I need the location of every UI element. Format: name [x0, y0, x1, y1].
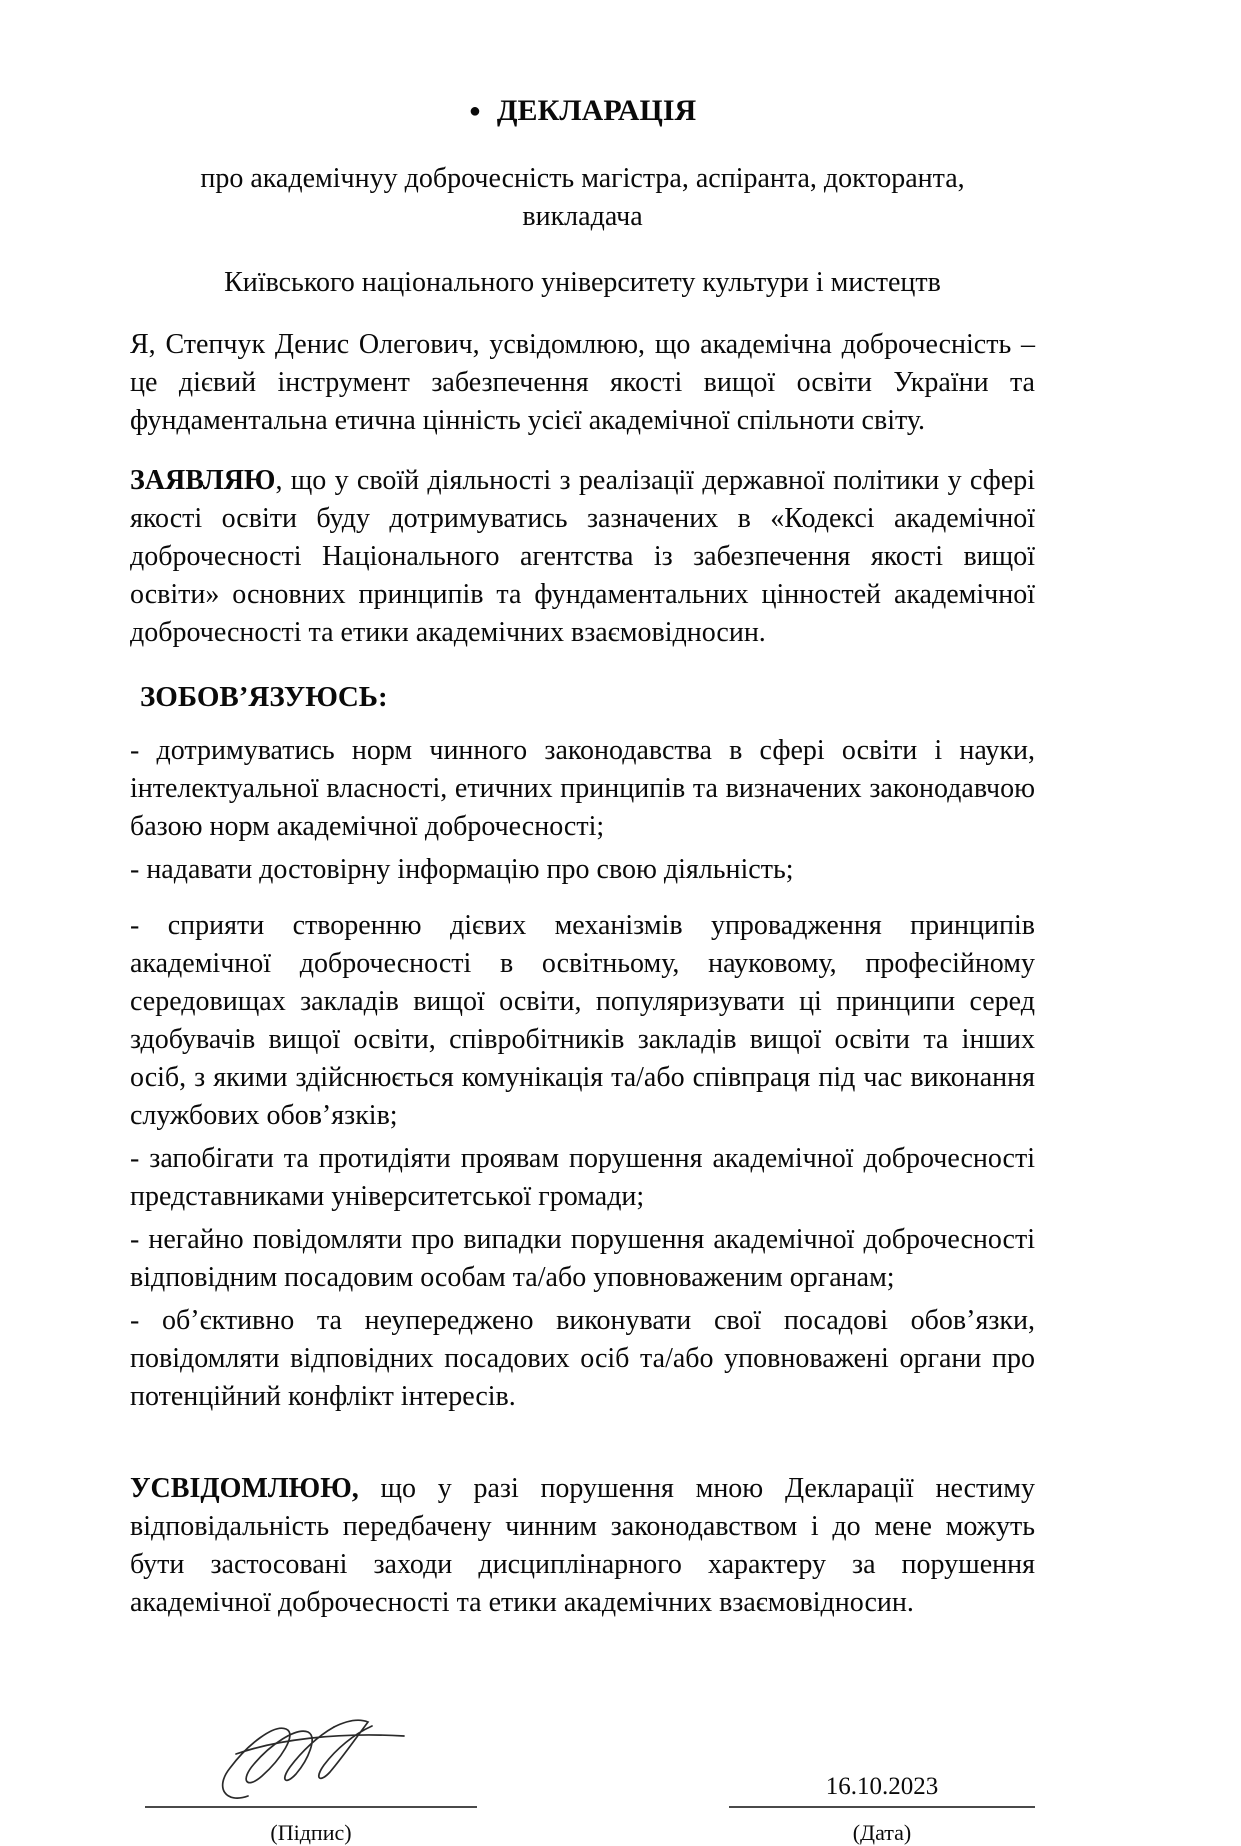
- declare-text: , що у своїй діяльності з реалізації державної політики у сфері якості освіти буду дотримуватись зазначених в «Кодексі академічної доброчесності Національного агентства із забезпечення якості вищої освіти» основних принципів та фундаментальних цінностей академічної доброчесності та етики академічних взаємовідносин.: [130, 465, 1035, 648]
- obligation-item: - об’єктивно та неупереджено виконувати свої посадові обов’язки, повідомляти відповідних посадових осіб та/або уповноважені органи про потенційний конфлікт інтересів.: [130, 1305, 1035, 1412]
- document-title-row: [130, 92, 1035, 130]
- bullet-icon: ●: [468, 100, 481, 122]
- date-caption: (Дата): [852, 1820, 912, 1845]
- date-block: [729, 1772, 1035, 1846]
- signature-block: [145, 1710, 477, 1846]
- intro-paragraph: Я, Степчук Денис Олегович, усвідомлюю, що академічна доброчесність – це дієвий інструмент забезпечення якості вищої освіти України та фундаментальна етична цінність усієї академічної спільноти світу.: [130, 329, 1035, 436]
- obligation-item: - дотримуватись норм чинного законодавства в сфері освіти і науки, інтелектуальної власності, етичних принципів та визначених законодавчою базою норм академічної доброчесності;: [130, 735, 1035, 842]
- date-value: 16.10.2023: [825, 1773, 939, 1800]
- acknowledge-paragraph: [130, 1470, 1035, 1622]
- declare-paragraph: [130, 462, 1035, 652]
- handwritten-signature-icon: [196, 1710, 426, 1810]
- institution-name: Київського національного університету культури і мистецтв: [224, 267, 941, 298]
- signature-caption: (Підпис): [270, 1820, 352, 1845]
- signature-date-block: [130, 1710, 1035, 1846]
- signature-line: [145, 1806, 477, 1808]
- obligation-item: - надавати достовірну інформацію про свою діяльність;: [130, 854, 794, 885]
- document-subtitle: про академічнуу доброчесність магістра, аспіранта, докторанта, викладача: [200, 163, 965, 232]
- document-title: ДЕКЛАРАЦІЯ: [496, 94, 697, 127]
- declare-lead: ЗАЯВЛЯЮ: [130, 465, 276, 496]
- obligation-item: - запобігати та протидіяти проявам порушення академічної доброчесності представниками університетської громади;: [130, 1143, 1035, 1212]
- acknowledge-text: що у разі порушення мною Декларації нестиму відповідальність передбачену чинним законодавством і до мене можуть бути застосовані заходи дисциплінарного характеру за порушення академічної доброчесності та етики академічних взаємовідносин.: [130, 1473, 1035, 1618]
- date-line: [729, 1806, 1035, 1808]
- obligations-heading: ЗОБОВ’ЯЗУЮСЬ:: [140, 681, 388, 713]
- obligation-item: - сприяти створенню дієвих механізмів упровадження принципів академічної доброчесності в освітньому, науковому, професійному середовищах закладів вищої освіти, популяризувати ці принципи серед здобувачів вищої освіти, співробітників закладів вищої освіти та інших осіб, з якими здійснюється комунікація та/або співпраця під час виконання службових обов’язків;: [130, 910, 1035, 1131]
- obligation-item: - негайно повідомляти про випадки порушення академічної доброчесності відповідним посадовим особам та/або уповноваженим органам;: [130, 1224, 1035, 1293]
- acknowledge-lead: УСВІДОМЛЮЮ,: [130, 1473, 359, 1504]
